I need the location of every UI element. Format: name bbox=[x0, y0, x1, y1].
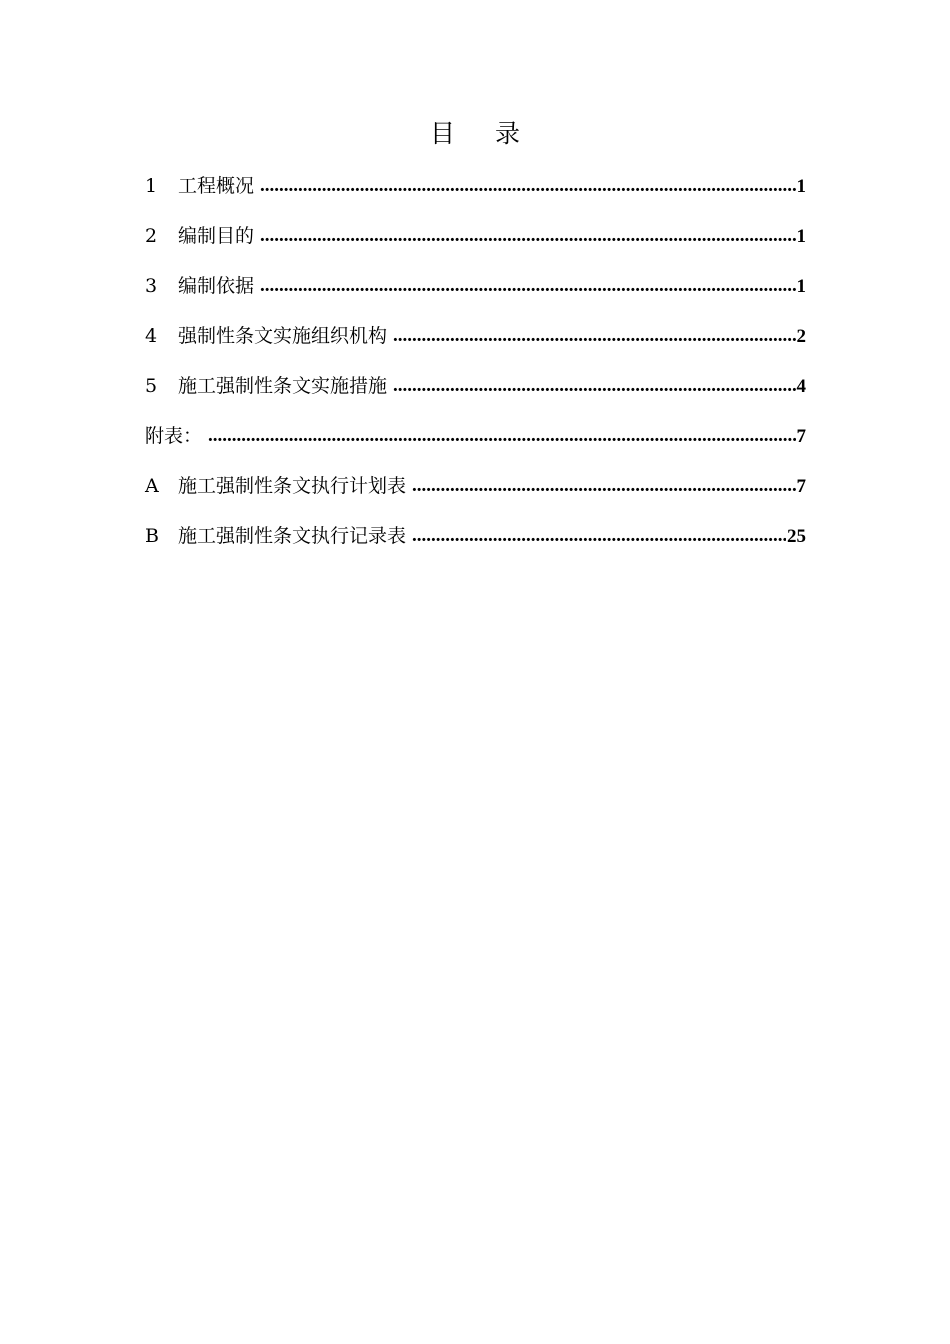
toc-entry-3[interactable] bbox=[145, 267, 806, 317]
toc-entry-number: 4 bbox=[145, 325, 158, 347]
toc-leader-dots bbox=[260, 217, 795, 255]
toc-entry-page: 1 bbox=[796, 176, 806, 197]
toc-entry-label: 强制性条文实施组织机构 bbox=[178, 325, 388, 347]
toc-entry-number: A bbox=[145, 475, 159, 497]
toc-entry-number: 2 bbox=[145, 225, 158, 247]
toc-entry-label: 编制依据 bbox=[178, 275, 255, 297]
toc-entry-label: 施工强制性条文实施措施 bbox=[178, 375, 388, 397]
toc-title bbox=[0, 117, 950, 151]
toc-entry-4[interactable] bbox=[145, 317, 806, 367]
toc-leader-dots bbox=[260, 167, 795, 205]
toc-entry-label: 附表： bbox=[145, 425, 203, 447]
toc-leader-dots bbox=[393, 367, 795, 405]
toc-entry-page: 4 bbox=[796, 376, 806, 397]
toc-entry-label: 工程概况 bbox=[178, 175, 255, 197]
toc-entry-number: 3 bbox=[145, 275, 158, 297]
toc-entry-b[interactable] bbox=[145, 517, 806, 567]
toc-entry-number: 1 bbox=[145, 175, 158, 197]
toc-entry-2[interactable] bbox=[145, 217, 806, 267]
toc-list bbox=[145, 167, 806, 567]
toc-leader-dots bbox=[208, 417, 795, 455]
toc-leader-dots bbox=[260, 267, 795, 305]
toc-entry-page: 25 bbox=[787, 526, 806, 547]
toc-entry-1[interactable] bbox=[145, 167, 806, 217]
toc-entry-number: B bbox=[145, 525, 159, 547]
toc-leader-dots bbox=[412, 517, 786, 555]
toc-entry-page: 2 bbox=[796, 326, 806, 347]
toc-entry-page: 1 bbox=[796, 226, 806, 247]
toc-title-char-1: 目 bbox=[429, 119, 455, 148]
toc-entry-page: 1 bbox=[796, 276, 806, 297]
toc-leader-dots bbox=[412, 467, 795, 505]
toc-entry-label: 编制目的 bbox=[178, 225, 255, 247]
toc-leader-dots bbox=[393, 317, 795, 355]
toc-entry-page: 7 bbox=[796, 426, 806, 447]
toc-entry-a[interactable] bbox=[145, 467, 806, 517]
toc-entry-label: 施工强制性条文执行计划表 bbox=[178, 475, 407, 497]
toc-entry-appendix[interactable] bbox=[145, 417, 806, 467]
toc-entry-page: 7 bbox=[796, 476, 806, 497]
toc-title-char-2: 录 bbox=[495, 119, 521, 148]
toc-entry-5[interactable] bbox=[145, 367, 806, 417]
toc-entry-label: 施工强制性条文执行记录表 bbox=[178, 525, 407, 547]
toc-entry-number: 5 bbox=[145, 375, 158, 397]
